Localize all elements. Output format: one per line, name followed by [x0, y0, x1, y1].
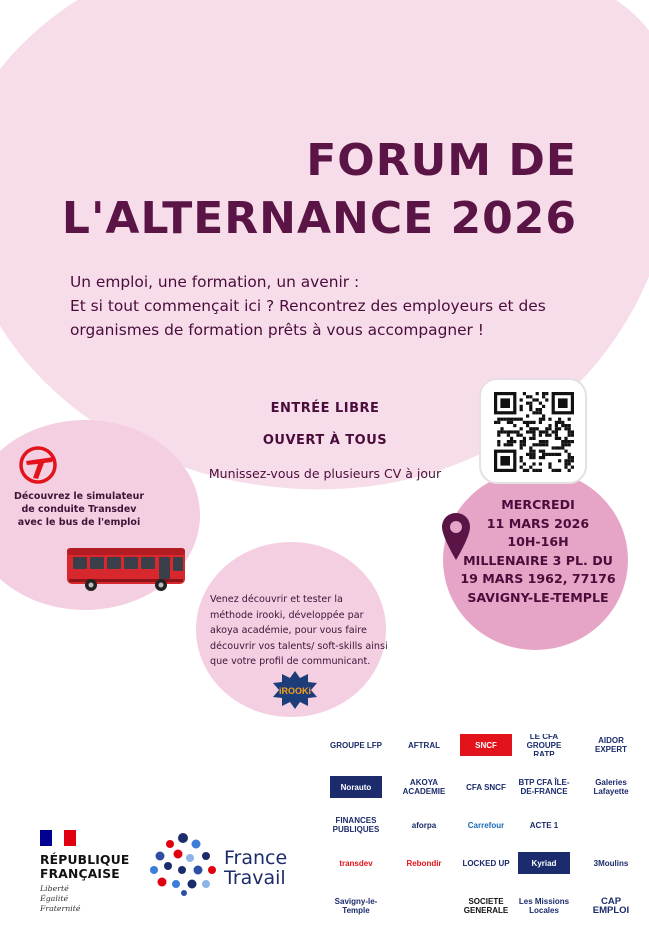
partner-logo-23: SOCIETE GENERALE — [463, 897, 509, 915]
irooki-line-2: méthode irooki, développée par — [210, 609, 364, 621]
partner-logo-2: AFTRAL — [408, 740, 440, 750]
intro-line-1: Un emploi, une formation, un avenir : — [70, 273, 360, 291]
access-info — [180, 398, 470, 484]
republique-francaise-logo — [40, 830, 150, 914]
intro-line-2: Et si tout commençait ici ? Rencontrez des employeurs et des — [70, 297, 546, 315]
rf-motto-1: Liberté — [40, 884, 69, 893]
free-entry-label: ENTRÉE LIBRE — [270, 401, 380, 416]
partner-logo-13: Carrefour — [467, 820, 505, 830]
partner-logo-17: Rebondir — [406, 858, 442, 868]
cv-advice: Munissez-vous de plusieurs CV à jour — [208, 466, 442, 481]
open-to-all-label: OUVERT À TOUS — [262, 433, 388, 448]
partner-logo-22 — [398, 895, 450, 917]
partner-logo-25: CAP EMPLOI — [592, 896, 630, 916]
qr-code-pattern — [494, 392, 574, 472]
transdev-line-2: de conduite Transdev — [21, 504, 137, 515]
partner-logo-11: FINANCES PUBLIQUES — [332, 816, 380, 834]
transdev-line-1: Découvrez le simulateur — [13, 491, 145, 502]
irooki-badge-text: iROOKi — [278, 686, 312, 696]
partner-logo-9: BTP CFA ÎLE-DE-FRANCE — [518, 778, 570, 796]
event-details — [455, 496, 621, 607]
transdev-text — [8, 490, 150, 529]
ft-line-2: Travail — [224, 867, 286, 889]
irooki-badge-logo — [272, 670, 318, 710]
partner-logo-6: Norauto — [330, 776, 382, 798]
rf-line-1: RÉPUBLIQUE — [40, 853, 130, 867]
french-flag-icon — [40, 830, 76, 846]
title-line-1: FORUM DE — [306, 135, 577, 186]
partner-logo-15 — [585, 814, 637, 836]
event-place-2: 19 MARS 1962, 77176 — [460, 571, 616, 586]
partner-logo-21: Savigny-le-Temple — [334, 897, 378, 915]
france-travail-logo — [148, 832, 308, 896]
transdev-line-3: avec le bus de l'emploi — [17, 517, 141, 528]
intro-line-3: organismes de formation prêts à vous accompagner ! — [70, 321, 484, 339]
partner-logo-7: AKOYA ACADEMIE — [402, 778, 446, 796]
partner-logo-8: CFA SNCF — [466, 782, 506, 792]
event-place-1: MILLENAIRE 3 PL. DU — [463, 552, 613, 568]
event-hours: 10H-16H — [507, 534, 569, 549]
event-place-3: SAVIGNY-LE-TEMPLE — [467, 589, 609, 605]
partner-logo-12: aforpa — [411, 820, 437, 830]
event-day: MERCREDI — [501, 497, 575, 512]
rf-motto-2: Égalité — [40, 894, 69, 903]
partner-logo-1: GROUPE LFP — [330, 740, 382, 750]
irooki-text — [210, 592, 388, 670]
partner-logo-10: Galeries Lafayette — [593, 778, 629, 796]
partner-logo-3: SNCF — [460, 734, 512, 756]
irooki-line-5: que votre profil de communicant. — [210, 656, 371, 667]
ft-line-1: France — [224, 847, 288, 869]
partner-logo-19: Kyriad — [518, 852, 570, 874]
partner-logo-16: transdev — [339, 858, 373, 868]
page-title — [62, 132, 577, 248]
partner-logo-24: Les Missions Locales — [518, 897, 570, 915]
partner-logo-4: LE CFA GROUPE RATP — [526, 734, 562, 756]
partner-logo-5: AIDOR EXPERT — [594, 736, 627, 754]
intro-text — [70, 270, 570, 342]
france-travail-dots-icon — [148, 832, 218, 896]
bus-icon — [65, 544, 189, 592]
irooki-line-4: découvrir vos talents/ soft-skills ainsi — [210, 640, 388, 652]
partner-logo-14: ACTE 1 — [529, 820, 559, 830]
rf-motto-3: Fraternité — [40, 904, 81, 913]
transdev-logo-icon — [18, 445, 62, 485]
qr-code[interactable] — [479, 378, 587, 484]
rf-line-2: FRANÇAISE — [40, 867, 120, 881]
partner-logo-20: 3Moulins — [593, 858, 629, 868]
event-date: 11 MARS 2026 — [486, 515, 590, 531]
title-line-2: L'ALTERNANCE 2026 — [61, 193, 577, 244]
irooki-line-3: akoya académie, pour vous faire — [210, 625, 367, 636]
partner-logo-18: LOCKED UP — [462, 858, 510, 868]
irooki-line-1: Venez découvrir et tester la — [210, 594, 343, 605]
